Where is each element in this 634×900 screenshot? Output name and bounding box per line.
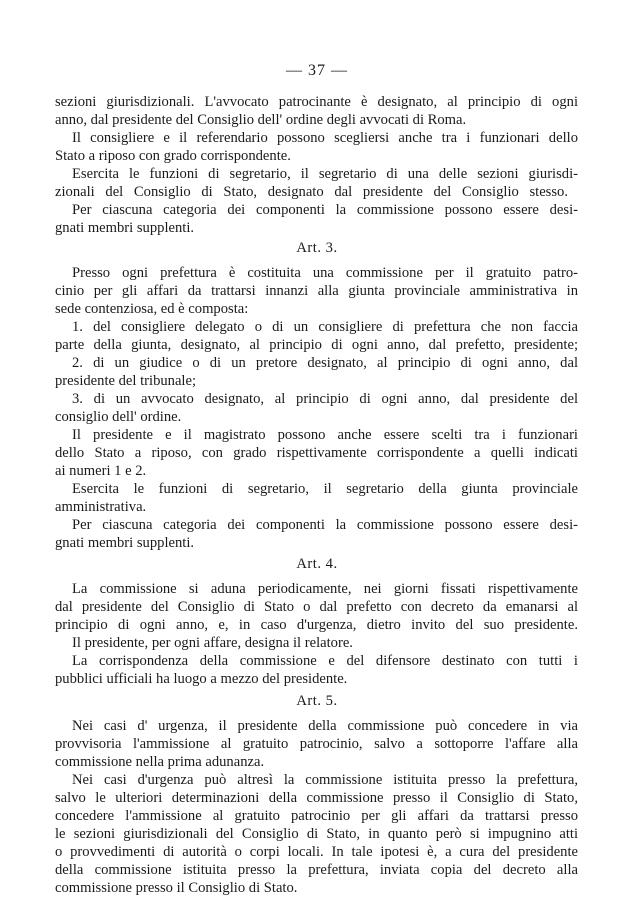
text-line: amministrativa. (55, 499, 147, 515)
text-line: cinio per gli affari da trattarsi innanzi alla giunta provinciale amministrativa in (55, 283, 578, 299)
text-line: provvisoria l'ammissione al gratuito patrocinio, salvo a sottoporre l'affare alla (55, 736, 578, 752)
article-heading: Art. 4. (296, 556, 338, 572)
text-line: Esercita le funzioni di segretario, il segretario della giunta provinciale (72, 481, 578, 497)
text-line: 3. di un avvocato designato, al principio di ogni anno, dal presidente del (72, 391, 578, 407)
text-line: parte della giunta, designato, al principio di ogni anno, dal prefetto, presidente; (55, 337, 578, 353)
text-line: concedere l'ammissione al gratuito patrocinio per gli affari da trattarsi presso (55, 808, 578, 824)
text-line: Il presidente, per ogni affare, designa il relatore. (72, 635, 353, 651)
text-line: 1. del consigliere delegato o di un consigliere di prefettura che non faccia (72, 319, 578, 335)
text-line: commissione nella prima adunanza. (55, 754, 265, 770)
text-line: consiglio dell' ordine. (55, 409, 182, 425)
text-line: 2. di un giudice o di un pretore designato, al principio di ogni anno, dal (72, 355, 578, 371)
text-line: Per ciascuna categoria dei componenti la commissione possono essere desi- (72, 517, 578, 533)
text-line: La commissione si aduna periodicamente, nei giorni fissati rispettivamente (72, 581, 578, 597)
text-line: Presso ogni prefettura è costituita una commissione per il gratuito patro- (72, 265, 578, 281)
page-number: — 37 — (286, 62, 348, 79)
text-line: presidente del tribunale; (55, 373, 197, 389)
text-line: anno, dal presidente del Consiglio dell' ordine degli avvocati di Roma. (55, 112, 467, 128)
text-line: le sezioni giurisdizionali del Consiglio di Stato, in quanto però si impugnino atti (55, 826, 578, 842)
text-line: Stato a riposo con grado corrispondente. (55, 148, 291, 164)
text-line: Nei casi d'urgenza può altresì la commissione istituita presso la prefettura, (72, 772, 578, 788)
article-heading: Art. 5. (296, 693, 338, 709)
article-heading: Art. 3. (296, 240, 338, 256)
text-line: salvo le ulteriori determinazioni della commissione presso il Consiglio di Stato, (55, 790, 578, 806)
text-line: dal presidente del Consiglio di Stato o dal prefetto con decreto da emanarsi al (55, 599, 578, 615)
text-line: dello Stato a riposo, con grado rispettivamente corrispondente a quelli indicati (55, 445, 578, 461)
text-line: Per ciascuna categoria dei componenti la commissione possono essere desi- (72, 202, 578, 218)
text-line: gnati membri supplenti. (55, 220, 195, 236)
text-line: gnati membri supplenti. (55, 535, 195, 551)
text-line: zionali del Consiglio di Stato, designato dal presidente del Consiglio stesso. (55, 184, 568, 200)
text-line: sede contenziosa, ed è composta: (55, 301, 249, 317)
text-line: sezioni giurisdizionali. L'avvocato patrocinante è designato, al principio di ogni (55, 94, 578, 110)
text-line: commissione presso il Consiglio di Stato. (55, 880, 298, 896)
text-line: o provvedimenti di autorità o corpi locali. In tale ipotesi è, a cura del presidente (55, 844, 578, 860)
text-line: Il consigliere e il referendario possono scegliersi anche tra i funzionari dello (72, 130, 578, 146)
text-line: Nei casi d' urgenza, il presidente della commissione può concedere in via (72, 718, 578, 734)
text-line: Il presidente e il magistrato possono anche essere scelti tra i funzionari (72, 427, 578, 443)
text-line: La corrispondenza della commissione e del difensore destinato con tutti i (72, 653, 578, 669)
text-line: principio di ogni anno, e, in caso d'urgenza, dietro invito del suo presidente. (55, 617, 578, 633)
text-line: pubblici ufficiali ha luogo a mezzo del presidente. (55, 671, 348, 687)
text-line: ai numeri 1 e 2. (55, 463, 147, 479)
text-line: della commissione istituita presso la prefettura, inviata copia del decreto alla (55, 862, 578, 878)
text-line: Esercita le funzioni di segretario, il segretario di una delle sezioni giurisdi- (72, 166, 578, 182)
